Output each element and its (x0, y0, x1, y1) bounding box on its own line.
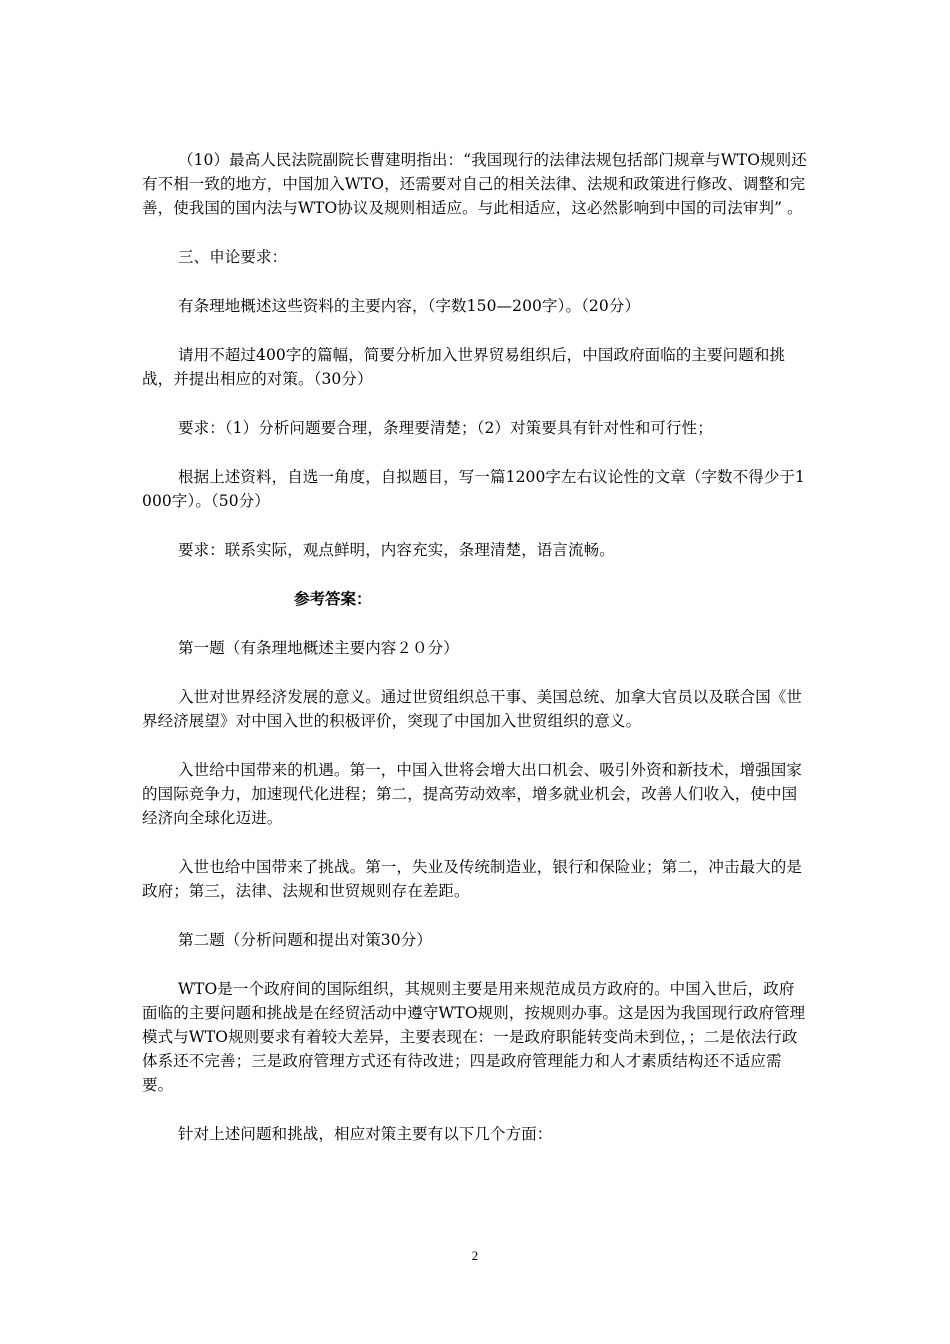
answer-q2-countermeasures-intro: 针对上述问题和挑战，相应对策主要有以下几个方面： (178, 1125, 553, 1143)
answer-q1-title: 第一题（有条理地概述主要内容２０分） (178, 639, 459, 657)
task-analysis-requirements: 要求：（1）分析问题要合理，条理要清楚；（2）对策要具有针对性和可行性； (178, 419, 713, 437)
task-essay-requirements: 要求：联系实际，观点鲜明，内容充实，条理清楚，语言流畅。 (178, 541, 615, 559)
answer-q1-opportunities: 入世给中国带来的机遇。第一，中国入世将会增大出口机会、吸引外资和新技术，增强国家的国际竞争力，加速现代化进程；第二，提高劳动效率，增多就业机会，改善人们收入，使中国经济向全球化迈进。 (142, 761, 803, 827)
paragraph-judicial-quote: （10）最高人民法院副院长曹建明指出：“我国现行的法律法规包括部门规章与WTO规则还有不相一致的地方，中国加入WTO，还需要对自己的相关法律、法规和政策进行修改、调整和完善，使我国的国内法与WTO协议及规则相适应。与此相适应，这必然影响到中国的司法审判” 。 (142, 151, 807, 217)
document-body (142, 148, 808, 1171)
section-heading-requirements: 三、申论要求： (178, 248, 288, 266)
task-summary: 有条理地概述这些资料的主要内容，（字数150—200字）。（20分） (178, 297, 641, 315)
task-analysis: 请用不超过400字的篇幅，简要分析加入世界贸易组织后，中国政府面临的主要问题和挑战，并提出相应的对策。（30分） (142, 346, 786, 388)
answer-q1-significance: 入世对世界经济发展的意义。通过世贸组织总干事、美国总统、加拿大官员以及联合国《世界经济展望》对中国入世的积极评价，突现了中国加入世贸组织的意义。 (142, 688, 803, 730)
task-essay: 根据上述资料，自选一角度，自拟题目，写一篇1200字左右议论性的文章（字数不得少于1000字）。（50分） (142, 468, 806, 510)
answer-heading: 参考答案： (294, 590, 372, 608)
page-number: 2 (471, 1248, 479, 1263)
answer-q1-challenges: 入世也给中国带来了挑战。第一，失业及传统制造业，银行和保险业；第二，冲击最大的是政府；第三，法律、法规和世贸规则存在差距。 (142, 858, 803, 900)
answer-q2-analysis: WTO是一个政府间的国际组织，其规则主要是用来规范成员方政府的。中国入世后，政府面临的主要问题和挑战是在经贸活动中遵守WTO规则，按规则办事。这是因为我国现行政府管理模式与WTO规则要求有着较大差异，主要表现在：一是政府职能转变尚未到位，；二是依法行政体系还不完善；三是政府管理方式还有待改进；四是政府管理能力和人才素质结构还不适应需要。 (142, 980, 806, 1094)
answer-q2-title: 第二题（分析问题和提出对策30分） (178, 931, 432, 949)
